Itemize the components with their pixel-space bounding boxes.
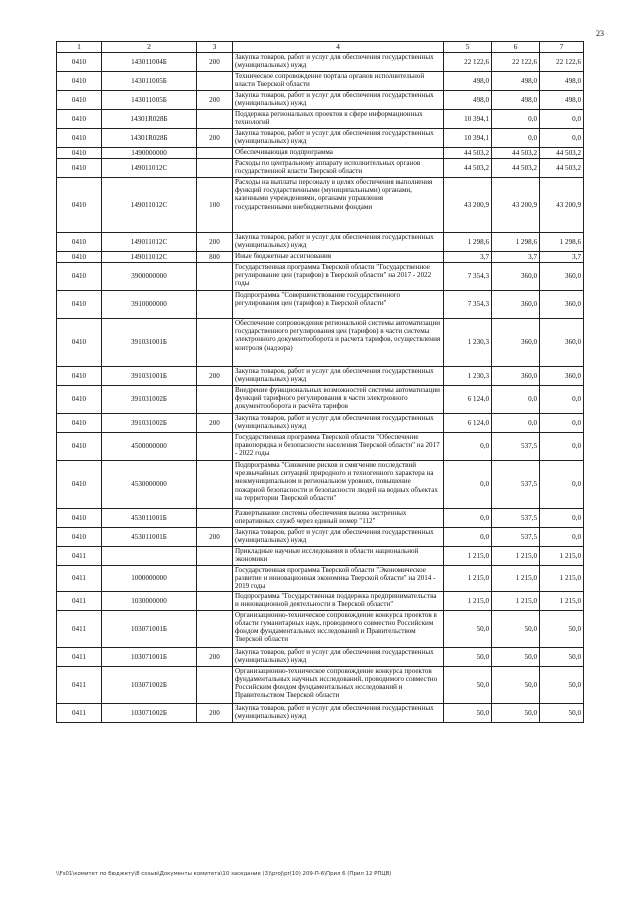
cell-amount-col5: 22 122,6 [444,53,492,72]
budget-table [56,41,584,723]
cell-expense-type: 200 [197,414,233,433]
cell-amount-col6: 0,0 [492,129,540,148]
cell-amount-col7: 498,0 [540,72,584,91]
cell-amount-col7: 360,0 [540,263,584,291]
cell-expense-type: 200 [197,233,233,252]
column-header-6: 6 [492,42,540,53]
cell-description: Техническое сопровождение портала органов исполнительной власти Тверской области [233,72,444,91]
cell-amount-col5: 6 124,0 [444,414,492,433]
cell-expense-type [197,110,233,129]
cell-section-code: 0411 [57,666,102,703]
cell-amount-col7: 360,0 [540,319,584,367]
cell-section-code: 0410 [57,528,102,547]
cell-amount-col6: 1 215,0 [492,547,540,566]
cell-amount-col6: 498,0 [492,91,540,110]
cell-amount-col7: 50,0 [540,610,584,647]
cell-amount-col6: 50,0 [492,703,540,722]
cell-section-code: 0410 [57,414,102,433]
cell-section-code: 0410 [57,159,102,178]
cell-expense-type [197,610,233,647]
table-row [57,703,584,722]
cell-amount-col7: 0,0 [540,386,584,414]
cell-description: Расходы по центральному аппарату исполнительных органов государственной власти Тверской области [233,159,444,178]
table-row [57,528,584,547]
cell-amount-col7: 44 503,2 [540,159,584,178]
cell-amount-col5: 7 354,3 [444,291,492,319]
cell-amount-col5: 44 503,2 [444,148,492,159]
cell-section-code: 0410 [57,291,102,319]
file-path-footer: \\Fs01\комитет по бюджету\8 созыв\Документы комитета\10 заседание (3)\proj\pr(10) 209-П-6\Прил 6 (Прил 12 РПЦВ) [56,871,392,877]
cell-amount-col6: 537,5 [492,433,540,461]
cell-description: Внедрение функциональных возможностей системы автоматизации функций тарифного регулирования в части электронного документооборота и расчёта тарифов [233,386,444,414]
cell-amount-col6: 44 503,2 [492,159,540,178]
cell-amount-col6: 50,0 [492,647,540,666]
cell-amount-col7: 1 298,6 [540,233,584,252]
cell-amount-col7: 0,0 [540,110,584,129]
cell-amount-col6: 498,0 [492,72,540,91]
cell-amount-col6: 360,0 [492,367,540,386]
cell-section-code: 0410 [57,252,102,263]
cell-target-code: 149011012С [102,159,197,178]
cell-amount-col7: 360,0 [540,367,584,386]
cell-amount-col6: 22 122,6 [492,53,540,72]
cell-target-code: 1030000000 [102,591,197,610]
cell-description: Иные бюджетные ассигнования [233,252,444,263]
cell-amount-col7: 1 215,0 [540,566,584,592]
cell-description: Обеспечение сопровождения региональной системы автоматизации государственного регулирования цен (тарифов) в части системы электронного документооборота и расчета тарифов, осуществления контроля (надзора) [233,319,444,367]
cell-expense-type: 200 [197,53,233,72]
table-row [57,566,584,592]
cell-section-code: 0410 [57,72,102,91]
table-row [57,178,584,233]
cell-section-code: 0410 [57,178,102,233]
cell-expense-type [197,591,233,610]
table-row [57,414,584,433]
cell-description: Обеспечивающая подпрограмма [233,148,444,159]
cell-amount-col5: 44 503,2 [444,159,492,178]
table-row [57,319,584,367]
table-row [57,367,584,386]
cell-description: Организационно-техническое сопровождение конкурса проектов фундаментальных научных исследований, проводимого совместно Российским фондом фундаментальных исследований и Правительством Тверской области [233,666,444,703]
cell-description: Подпрограмма "Совершенствование государственного регулирования цен (тарифов) в Тверской области" [233,291,444,319]
cell-amount-col6: 0,0 [492,110,540,129]
cell-amount-col5: 498,0 [444,72,492,91]
cell-section-code: 0411 [57,547,102,566]
cell-target-code: 1490000000 [102,148,197,159]
cell-description: Закупка товаров, работ и услуг для обеспечения государственных (муниципальных) нужд [233,53,444,72]
cell-description: Закупка товаров, работ и услуг для обеспечения государственных (муниципальных) нужд [233,129,444,148]
cell-expense-type: 800 [197,252,233,263]
cell-description: Развертывание системы обеспечения вызова экстренных оперативных служб через единый номер "112" [233,509,444,528]
cell-target-code: 391031002Б [102,414,197,433]
table-row [57,53,584,72]
cell-expense-type: 200 [197,647,233,666]
cell-amount-col5: 1 230,3 [444,367,492,386]
table-row [57,148,584,159]
table-row [57,159,584,178]
table-row [57,233,584,252]
cell-section-code: 0410 [57,461,102,509]
cell-amount-col6: 360,0 [492,319,540,367]
cell-amount-col6: 537,5 [492,461,540,509]
cell-section-code: 0410 [57,91,102,110]
cell-expense-type [197,433,233,461]
cell-target-code: 453011001Б [102,528,197,547]
cell-amount-col7: 50,0 [540,647,584,666]
table-row [57,547,584,566]
cell-expense-type [197,263,233,291]
cell-target-code: 391031001Б [102,367,197,386]
cell-expense-type [197,547,233,566]
cell-amount-col6: 44 503,2 [492,148,540,159]
cell-amount-col7: 22 122,6 [540,53,584,72]
cell-expense-type [197,461,233,509]
cell-target-code: 453011001Б [102,509,197,528]
cell-expense-type: 200 [197,367,233,386]
cell-amount-col6: 1 215,0 [492,566,540,592]
cell-amount-col5: 1 215,0 [444,591,492,610]
cell-expense-type: 200 [197,703,233,722]
cell-description: Расходы на выплаты персоналу в целях обеспечения выполнения функций государственными (муниципальными) органами, казенными учреждениями, органами управления государственными внебюджетными фондами [233,178,444,233]
cell-amount-col6: 0,0 [492,386,540,414]
cell-target-code [102,547,197,566]
table-row [57,129,584,148]
column-header-4: 4 [233,42,444,53]
column-header-7: 7 [540,42,584,53]
cell-target-code: 391031002Б [102,386,197,414]
cell-amount-col5: 43 200,9 [444,178,492,233]
cell-section-code: 0410 [57,233,102,252]
cell-amount-col6: 360,0 [492,263,540,291]
cell-amount-col6: 3,7 [492,252,540,263]
cell-amount-col7: 1 215,0 [540,547,584,566]
cell-expense-type: 200 [197,528,233,547]
table-row [57,263,584,291]
cell-expense-type [197,666,233,703]
cell-section-code: 0411 [57,703,102,722]
cell-amount-col6: 0,0 [492,414,540,433]
cell-amount-col7: 0,0 [540,461,584,509]
cell-amount-col7: 0,0 [540,129,584,148]
table-row [57,509,584,528]
table-row [57,591,584,610]
cell-target-code: 149011012С [102,178,197,233]
cell-description: Закупка товаров, работ и услуг для обеспечения государственных (муниципальных) нужд [233,91,444,110]
cell-expense-type [197,566,233,592]
cell-description: Поддержка региональных проектов в сфере информационных технологий [233,110,444,129]
cell-expense-type: 200 [197,91,233,110]
cell-expense-type [197,386,233,414]
cell-target-code: 4500000000 [102,433,197,461]
cell-section-code: 0410 [57,509,102,528]
table-row [57,461,584,509]
cell-amount-col5: 0,0 [444,461,492,509]
cell-section-code: 0410 [57,148,102,159]
cell-amount-col7: 0,0 [540,509,584,528]
cell-target-code: 143011004Б [102,53,197,72]
column-header-3: 3 [197,42,233,53]
cell-expense-type [197,159,233,178]
cell-target-code: 3910000000 [102,291,197,319]
cell-description: Прикладные научные исследования в области национальной экономики [233,547,444,566]
cell-target-code: 103071001Б [102,647,197,666]
cell-description: Закупка товаров, работ и услуг для обеспечения государственных (муниципальных) нужд [233,414,444,433]
cell-amount-col5: 10 394,1 [444,110,492,129]
cell-target-code: 1000000000 [102,566,197,592]
cell-expense-type [197,319,233,367]
cell-section-code: 0411 [57,647,102,666]
cell-description: Закупка товаров, работ и услуг для обеспечения государственных (муниципальных) нужд [233,367,444,386]
column-header-5: 5 [444,42,492,53]
cell-target-code: 3900000000 [102,263,197,291]
cell-section-code: 0410 [57,263,102,291]
cell-amount-col7: 0,0 [540,528,584,547]
table-row [57,433,584,461]
cell-amount-col5: 50,0 [444,703,492,722]
cell-description: Закупка товаров, работ и услуг для обеспечения государственных (муниципальных) нужд [233,647,444,666]
cell-amount-col6: 50,0 [492,610,540,647]
cell-amount-col6: 537,5 [492,528,540,547]
cell-expense-type: 100 [197,178,233,233]
cell-section-code: 0410 [57,386,102,414]
column-header-2: 2 [102,42,197,53]
cell-amount-col5: 7 354,3 [444,263,492,291]
cell-amount-col5: 1 230,3 [444,319,492,367]
cell-amount-col5: 498,0 [444,91,492,110]
cell-target-code: 4530000000 [102,461,197,509]
cell-amount-col6: 1 298,6 [492,233,540,252]
cell-amount-col5: 10 394,1 [444,129,492,148]
cell-amount-col7: 360,0 [540,291,584,319]
cell-amount-col5: 1 215,0 [444,547,492,566]
cell-amount-col7: 43 200,9 [540,178,584,233]
cell-target-code: 103071001Б [102,610,197,647]
cell-section-code: 0410 [57,110,102,129]
cell-target-code: 391031001Б [102,319,197,367]
cell-description: Закупка товаров, работ и услуг для обеспечения государственных (муниципальных) нужд [233,703,444,722]
cell-amount-col6: 537,5 [492,509,540,528]
table-row [57,647,584,666]
cell-expense-type [197,148,233,159]
cell-amount-col5: 0,0 [444,528,492,547]
cell-amount-col5: 1 298,6 [444,233,492,252]
cell-amount-col7: 50,0 [540,666,584,703]
cell-expense-type [197,291,233,319]
table-row [57,610,584,647]
cell-description: Закупка товаров, работ и услуг для обеспечения государственных (муниципальных) нужд [233,528,444,547]
cell-description: Подпрограмма "Государственная поддержка предпринимательства и инновационной деятельности в Тверской области" [233,591,444,610]
cell-section-code: 0410 [57,433,102,461]
cell-section-code: 0410 [57,367,102,386]
cell-amount-col5: 50,0 [444,647,492,666]
cell-amount-col5: 50,0 [444,666,492,703]
table-row [57,386,584,414]
cell-description: Подпрограмма "Снижение рисков и смягчение последствий чрезвычайных ситуаций природного и техногенного характера на межмуниципальном и региональном уровнях, повышение пожарной безопасности и безопасности людей на водных объектах на территории Тверской области" [233,461,444,509]
cell-expense-type [197,509,233,528]
cell-section-code: 0411 [57,610,102,647]
cell-amount-col7: 0,0 [540,414,584,433]
table-row [57,291,584,319]
cell-target-code: 14301R028Б [102,110,197,129]
cell-target-code: 149011012С [102,252,197,263]
column-header-1: 1 [57,42,102,53]
cell-description: Государственная программа Тверской области "Государственное регулирование цен (тарифов) в Тверской области" на 2017 - 2022 годы [233,263,444,291]
cell-amount-col7: 498,0 [540,91,584,110]
table-row [57,91,584,110]
cell-target-code: 149011012С [102,233,197,252]
cell-description: Государственная программа Тверской области "Обеспечение правопорядка и безопасности населения Тверской области" на 2017 - 2022 годы [233,433,444,461]
cell-amount-col5: 3,7 [444,252,492,263]
cell-target-code: 103071002Б [102,666,197,703]
cell-section-code: 0411 [57,566,102,592]
cell-target-code: 103071002Б [102,703,197,722]
header-row [57,42,584,53]
table-row [57,666,584,703]
cell-amount-col6: 50,0 [492,666,540,703]
cell-expense-type [197,72,233,91]
cell-section-code: 0410 [57,319,102,367]
cell-amount-col7: 50,0 [540,703,584,722]
cell-section-code: 0410 [57,53,102,72]
cell-target-code: 14301R028Б [102,129,197,148]
cell-amount-col6: 1 215,0 [492,591,540,610]
cell-description: Закупка товаров, работ и услуг для обеспечения государственных (муниципальных) нужд [233,233,444,252]
cell-amount-col7: 44 503,2 [540,148,584,159]
cell-amount-col6: 43 200,9 [492,178,540,233]
cell-amount-col7: 0,0 [540,433,584,461]
table-row [57,72,584,91]
cell-amount-col5: 0,0 [444,509,492,528]
cell-amount-col6: 360,0 [492,291,540,319]
table-body [57,53,584,723]
cell-amount-col5: 6 124,0 [444,386,492,414]
table-row [57,252,584,263]
table-row [57,110,584,129]
cell-description: Организационно-техническое сопровождение конкурса проектов в области гуманитарных наук, проводимого совместно Российским фондом фундаментальных исследований и Правительством Тверской области [233,610,444,647]
cell-expense-type: 200 [197,129,233,148]
cell-section-code: 0411 [57,591,102,610]
cell-amount-col5: 0,0 [444,433,492,461]
cell-amount-col7: 3,7 [540,252,584,263]
cell-target-code: 143011005Б [102,72,197,91]
cell-amount-col5: 1 215,0 [444,566,492,592]
cell-amount-col7: 1 215,0 [540,591,584,610]
cell-description: Государственная программа Тверской области "Экономическое развитие и инновационная экономика Тверской области" на 2014 - 2019 годы [233,566,444,592]
cell-section-code: 0410 [57,129,102,148]
cell-target-code: 143011005Б [102,91,197,110]
page-number: 23 [596,29,604,38]
cell-amount-col5: 50,0 [444,610,492,647]
